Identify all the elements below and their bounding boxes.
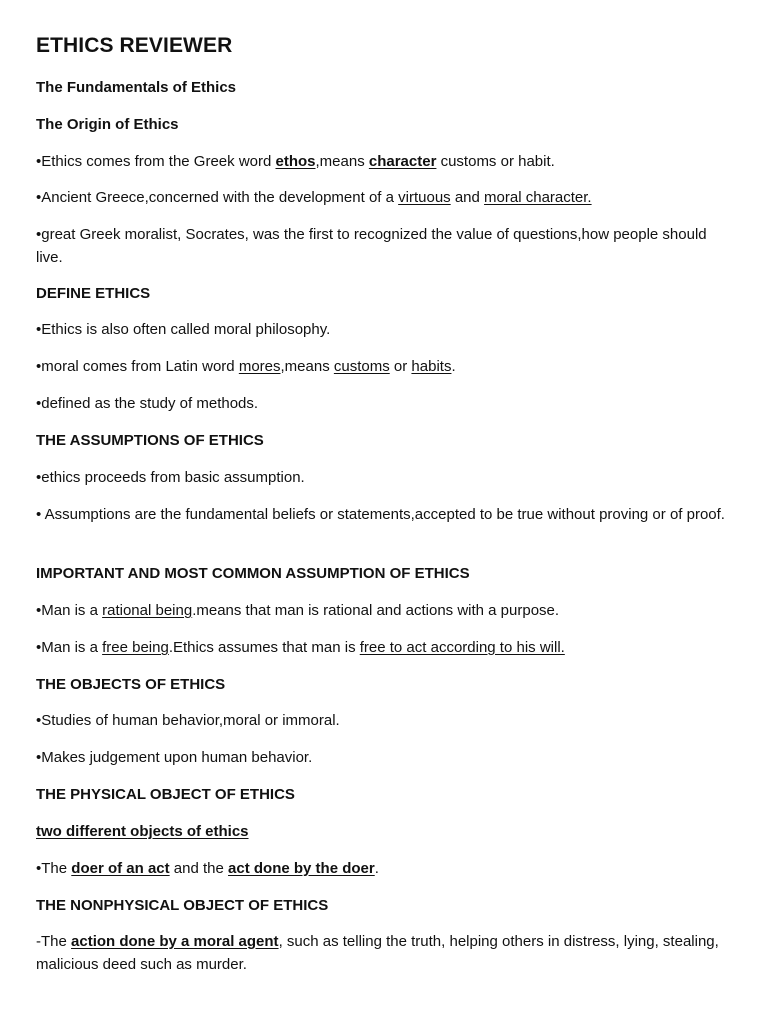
bullet-moral-agent [36,930,736,976]
section-origin: The Origin of Ethics [36,116,179,133]
section-define-ethics: DEFINE ETHICS [36,285,151,302]
text: -The [36,933,72,950]
document-title: ETHICS REVIEWER [36,34,233,57]
term-ethos: ethos [275,153,316,170]
term-customs: customs [333,358,390,375]
text: .means that man is rational and actions with a purpose. [192,602,560,619]
term-act-done-by-doer: act done by the doer [228,860,375,877]
bullet-socrates: •great Greek moralist, Socrates, was the first to recognized the value of questions,how people should live. [36,226,707,266]
bullet-moral-philosophy: •Ethics is also often called moral philosophy. [36,321,331,338]
bullet-judgement: •Makes judgement upon human behavior. [36,749,313,766]
text: •moral comes from Latin word [36,358,239,375]
bullet-rational-being [36,599,736,622]
text: ,means [280,358,334,375]
bullet-greek-word [36,150,736,173]
bullet-ancient-greece [36,186,736,209]
text: . [374,860,379,877]
text: •The [36,860,72,877]
text: and the [169,860,229,877]
term-rational-being: rational being [102,602,193,619]
section-common-assumption: IMPORTANT AND MOST COMMON ASSUMPTION OF ETHICS [36,565,470,582]
term-action-by-moral-agent: action done by a moral agent [71,933,279,950]
section-fundamentals: The Fundamentals of Ethics [36,79,237,96]
text: . [451,358,456,375]
section-nonphysical-object: THE NONPHYSICAL OBJECT OF ETHICS [36,897,329,914]
section-physical-object: THE PHYSICAL OBJECT OF ETHICS [36,786,295,803]
term-doer-of-an-act: doer of an act [71,860,170,877]
bullet-basic-assumption: •ethics proceeds from basic assumption. [36,469,305,486]
bullet-doer [36,857,736,880]
term-free-to-act: free to act according to his will. [359,639,565,656]
text: .Ethics assumes that man is [168,639,360,656]
bullet-study-of-methods: •defined as the study of methods. [36,395,259,412]
text: customs or habit. [436,153,555,170]
text: or [389,358,412,375]
bullet-fundamental-beliefs: • Assumptions are the fundamental beliefs or statements,accepted to be true without proving or of proof. [36,506,725,523]
text: •Ancient Greece,concerned with the development of a [36,189,399,206]
text: •Man is a [36,602,103,619]
text: •Ethics comes from the Greek word [36,153,276,170]
subheading-two-objects: two different objects of ethics [36,823,249,840]
text: ,means [315,153,369,170]
section-objects: THE OBJECTS OF ETHICS [36,676,226,693]
bullet-human-behavior: •Studies of human behavior,moral or immoral. [36,712,340,729]
term-free-being: free being [102,639,169,656]
term-habits: habits [411,358,452,375]
bullet-latin-word [36,355,736,378]
text: , such as telling the truth, helping others in distress, lying, stealing, malicious deed such as murder. [36,933,719,973]
term-character: character [368,153,437,170]
text: •Man is a [36,639,103,656]
term-virtuous: virtuous [398,189,451,206]
text: and [450,189,485,206]
term-mores: mores [238,358,281,375]
term-moral-character: moral character. [484,189,592,206]
section-assumptions: THE ASSUMPTIONS OF ETHICS [36,432,264,449]
bullet-free-being [36,636,736,659]
